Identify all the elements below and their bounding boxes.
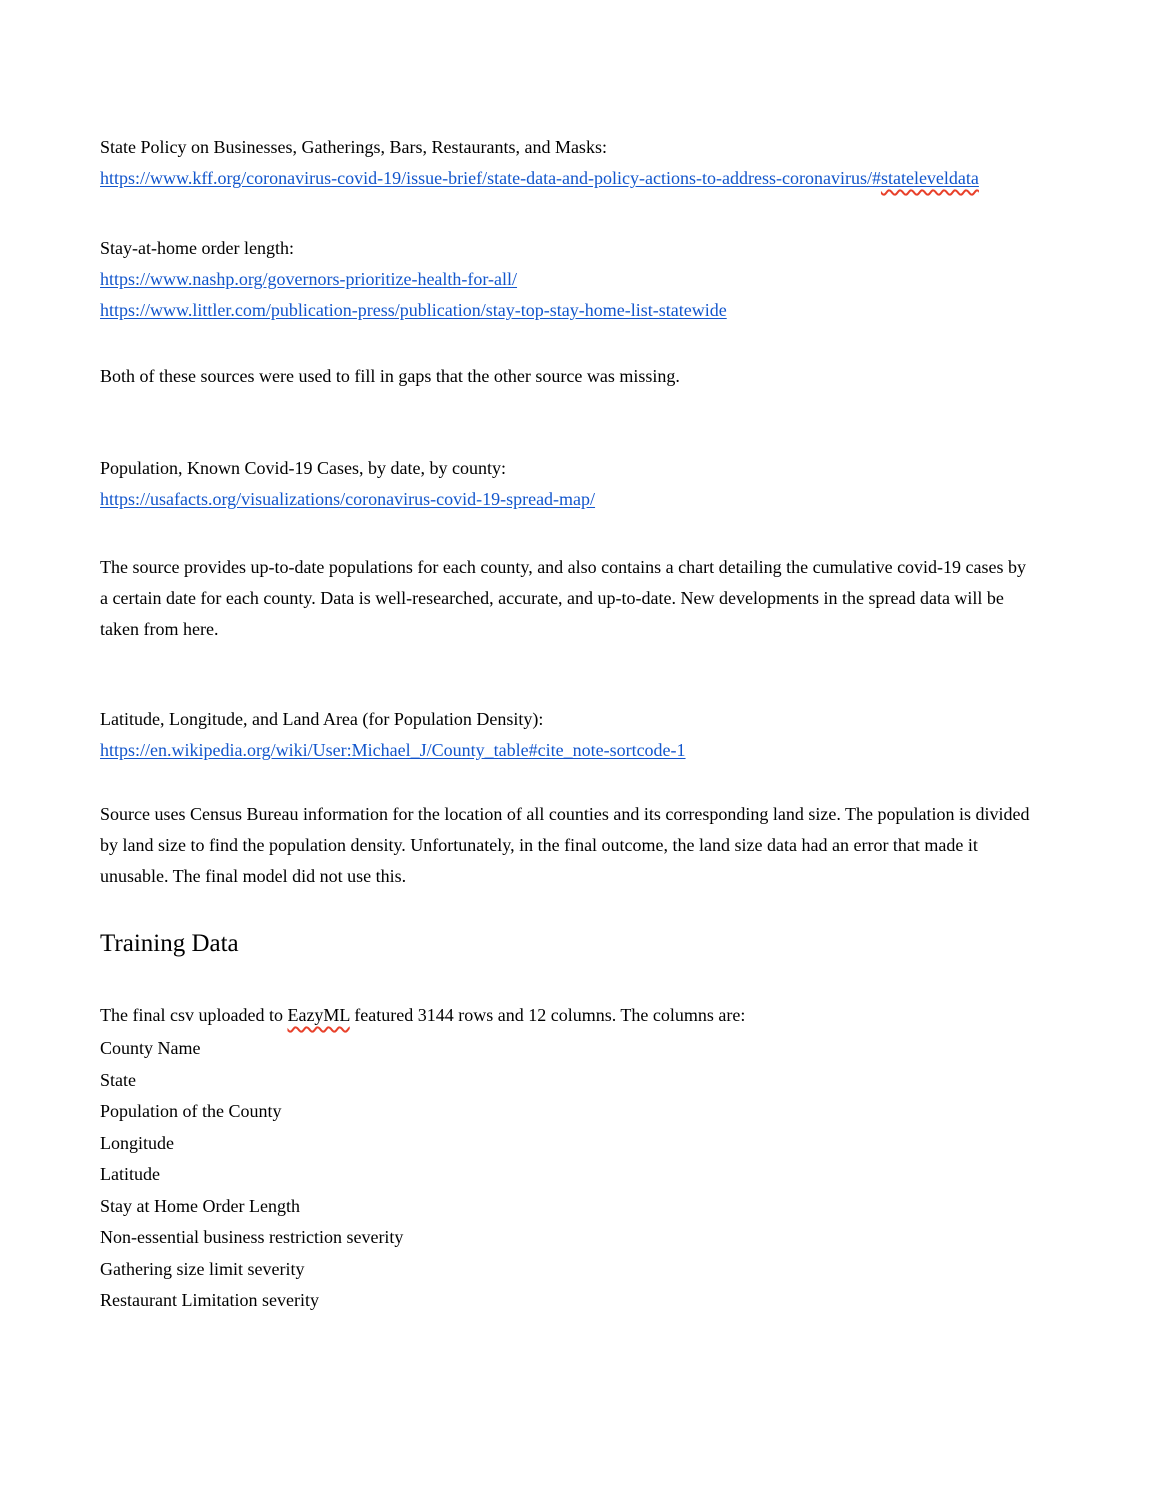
document-page — [100, 0, 1032, 1317]
population-source-label: Population, Known Covid-19 Cases, by date, by county: — [100, 458, 506, 478]
training-intro-before: The final csv uploaded to — [100, 1005, 288, 1025]
column-list-item: Population of the County — [100, 1101, 282, 1121]
misspelled-word-stateleveldata: stateleveldata — [880, 168, 979, 188]
column-list-item: State — [100, 1069, 136, 1090]
column-list-item: Restaurant Limitation severity — [100, 1290, 319, 1310]
usafacts-link-line — [100, 484, 1032, 515]
training-columns-list — [100, 1033, 1032, 1317]
training-data-heading: Training Data — [100, 930, 239, 957]
gap-fill-note: Both of these sources were used to fill in gaps that the other source was missing. — [100, 366, 680, 386]
wikipedia-source-link[interactable]: https://en.wikipedia.org/wiki/User:Michael_J/County_table#cite_note-sortcode-1 — [100, 740, 686, 760]
wikipedia-link-line — [100, 735, 1032, 766]
usafacts-source-link[interactable]: https://usafacts.org/visualizations/coronavirus-covid-19-spread-map/ — [100, 489, 596, 509]
column-list-item: Non-essential business restriction severity — [100, 1227, 404, 1247]
policy-url-text: https://www.kff.org/coronavirus-covid-19/issue-brief/state-data-and-policy-actions-to-address-coronavirus/# — [100, 168, 881, 188]
column-list-item: Latitude — [100, 1164, 160, 1184]
column-list-item: Longitude — [100, 1132, 174, 1153]
source-section-population — [100, 453, 1032, 515]
littler-source-link[interactable]: https://www.littler.com/publication-press/publication/stay-top-stay-home-list-statewide — [100, 300, 727, 320]
nashp-link-line — [100, 264, 1032, 295]
training-intro-after: featured 3144 rows and 12 columns. The columns are: — [349, 1005, 746, 1025]
policy-source-link-line — [100, 163, 1032, 194]
column-list-item: Gathering size limit severity — [100, 1258, 305, 1279]
source-section-policy — [100, 132, 1032, 194]
stay-at-home-source-label: Stay-at-home order length: — [100, 238, 294, 258]
policy-source-label: State Policy on Businesses, Gatherings, Bars, Restaurants, and Masks: — [100, 137, 607, 157]
misspelled-word-eazyml: EazyML — [287, 1005, 350, 1025]
location-source-note: Source uses Census Bureau information for the location of all counties and its corresponding land size. The population is divided by land size to find the population density. Unfortunately, in the final outcome, the land size data had an error that made it unusable. The final model did not use this. — [100, 804, 1030, 886]
column-list-item: County Name — [100, 1038, 201, 1058]
policy-source-link[interactable] — [100, 168, 979, 188]
location-source-label: Latitude, Longitude, and Land Area (for Population Density): — [100, 709, 544, 729]
column-list-item: Stay at Home Order Length — [100, 1195, 300, 1216]
littler-link-line — [100, 295, 1032, 326]
nashp-source-link[interactable]: https://www.nashp.org/governors-prioritize-health-for-all/ — [100, 269, 518, 289]
source-section-location — [100, 704, 1032, 766]
source-section-stay-at-home — [100, 233, 1032, 326]
population-source-note: The source provides up-to-date populations for each county, and also contains a chart detailing the cumulative covid-19 cases by a certain date for each county. Data is well-researched, accurate, and up-to-date. New developments in the spread data will be taken from here. — [100, 557, 1027, 639]
training-intro — [100, 1000, 1032, 1031]
